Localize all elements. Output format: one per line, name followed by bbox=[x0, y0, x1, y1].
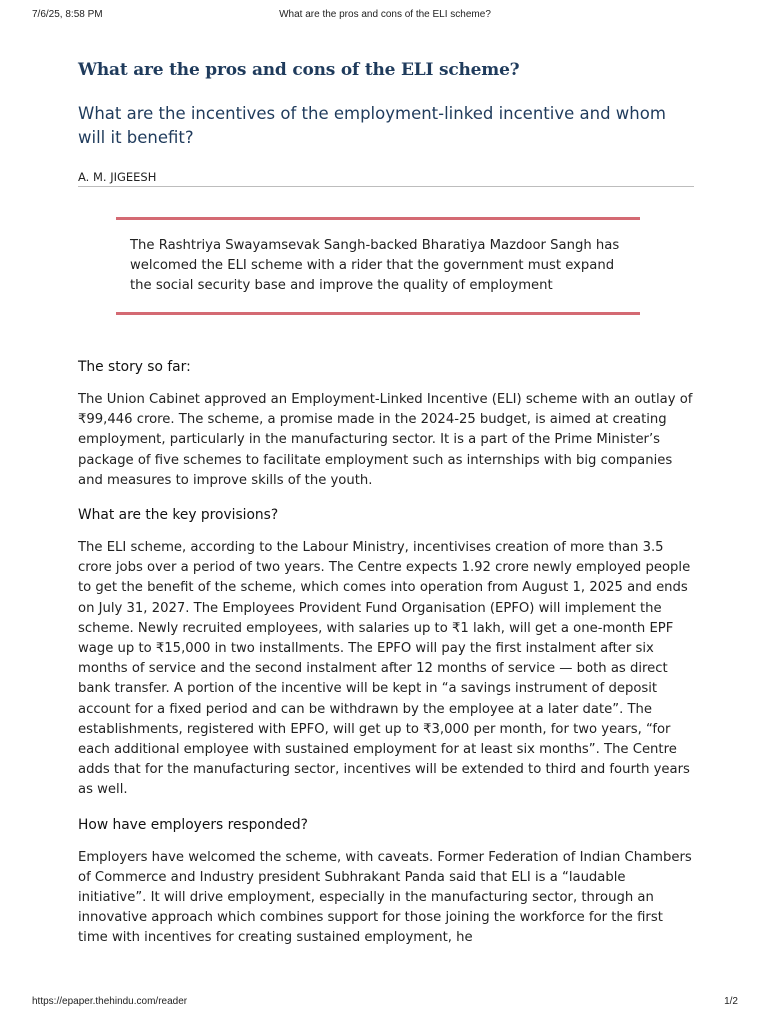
print-header bbox=[32, 9, 738, 23]
pull-quote: The Rashtriya Swayamsevak Sangh-backed Bharatiya Mazdoor Sangh has welcomed the ELI scheme with a rider that the government must expand the social security base and improve the quality of employment bbox=[116, 217, 640, 315]
section-body-key-provisions: The ELI scheme, according to the Labour Ministry, incentivises creation of more than 3.5 crore jobs over a period of two years. The Centre expects 1.92 crore newly employed people to get the benefit of the scheme, which comes into operation from August 1, 2025 and ends on July 31, 2027. The Employees Provident Fund Organisation (EPFO) will implement the scheme. Newly recruited employees, with salaries up to ₹1 lakh, will get a one-month EPF wage up to ₹15,000 in two installments. The EPFO will pay the first instalment after six months of service and the second instalment after 12 months of service — both as direct bank transfer. A portion of the incentive will be kept in “a savings instrument of deposit account for a fixed period and can be withdrawn by the employee at a later date”. The establishments, registered with EPFO, will get up to ₹3,000 per month, for two years, “for each additional employee with sustained employment for at least six months”. The Centre adds that for the manufacturing sector, incentives will be extended to third and fourth years as well. bbox=[78, 540, 691, 798]
print-datetime: 7/6/25, 8:58 PM bbox=[32, 9, 103, 20]
print-url: https://epaper.thehindu.com/reader bbox=[32, 996, 188, 1007]
article bbox=[78, 60, 694, 949]
article-byline[interactable]: A. M. JIGEESH bbox=[78, 170, 694, 187]
section-heading-key-provisions: What are the key provisions? bbox=[78, 507, 279, 524]
section-heading-employers-responded: How have employers responded? bbox=[78, 816, 308, 833]
section-heading-story-so-far: The story so far: bbox=[78, 359, 191, 375]
print-footer bbox=[32, 996, 738, 1010]
print-page-number: 1/2 bbox=[724, 996, 738, 1007]
section-body-employers-responded: Employers have welcomed the scheme, with caveats. Former Federation of Indian Chambers of Commerce and Industry president Subhrakant Panda said that ELI is a “laudable initiative”. It will drive employment, especially in the manufacturing sector, through an innovative approach which combines support for those joining the workforce for the first time with incentives for creating sustained employment, he bbox=[78, 849, 692, 946]
article-headline: What are the pros and cons of the ELI scheme? bbox=[78, 60, 520, 80]
section-body-story-so-far: The Union Cabinet approved an Employment-Linked Incentive (ELI) scheme with an outlay of ₹99,446 crore. The scheme, a promise made in the 2024-25 budget, is aimed at creating employment, particularly in the manufacturing sector. It is a part of the Prime Minister’s package of five schemes to facilitate employment such as internships with big companies and measures to improve skills of the youth. bbox=[78, 392, 693, 488]
print-page-title: What are the pros and cons of the ELI scheme? bbox=[279, 9, 491, 20]
article-subheadline: What are the incentives of the employment-linked incentive and whom will it benefit? bbox=[78, 104, 666, 147]
